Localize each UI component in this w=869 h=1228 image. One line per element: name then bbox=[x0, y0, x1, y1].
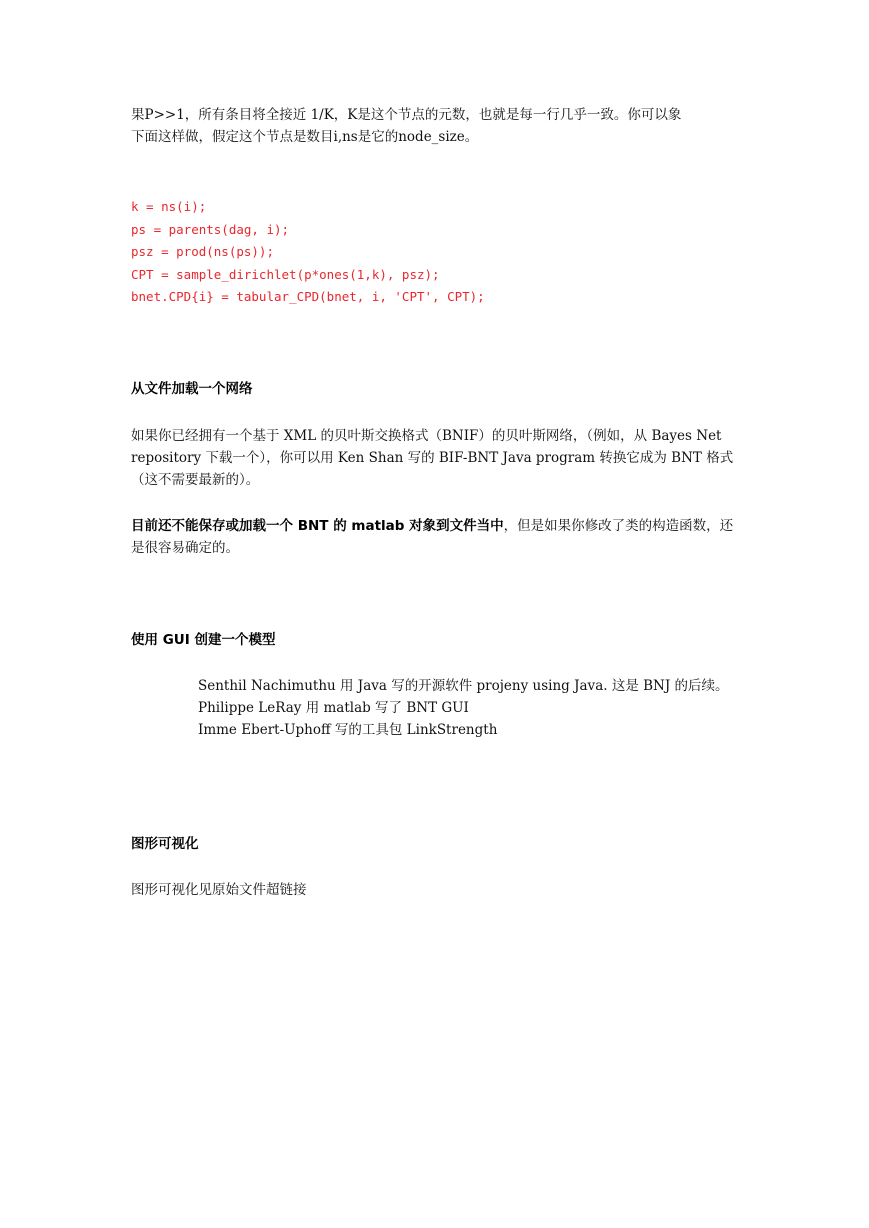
load-paragraph-1: 如果你已经拥有一个基于 XML 的贝叶斯交换格式（BNIF）的贝叶斯网络，（例如，从 Bayes Net repository 下载一个），你可以用 Ken Shan 写的 BIF-BNT Java program 转换它成为 BNT 格式（这不需要最新的）。 bbox=[131, 428, 734, 488]
code-line: CPT = sample_dirichlet(p*ones(1,k), psz); bbox=[131, 266, 440, 282]
code-line: bnet.CPD{i} = tabular_CPD(bnet, i, 'CPT', CPT); bbox=[131, 289, 485, 304]
intro-line-2: 下面这样做，假定这个节点是数目i,ns是它的node_size。 bbox=[131, 129, 479, 145]
gui-list bbox=[131, 675, 739, 741]
section-heading-visualization: 图形可视化 bbox=[131, 836, 199, 852]
code-block bbox=[131, 196, 739, 309]
intro-paragraph bbox=[131, 104, 739, 148]
load-paragraph-2-rest: ，但是如果你修改了类的构造函数，还是很容易确定的。 bbox=[131, 518, 734, 556]
code-line: k = ns(i); bbox=[131, 199, 207, 214]
load-paragraph-2 bbox=[131, 515, 739, 559]
gui-item-imme: Imme Ebert-Uphoff 写的工具包 LinkStrength bbox=[198, 722, 498, 738]
section-heading-load: 从文件加载一个网络 bbox=[131, 381, 253, 397]
section-heading-gui: 使用 GUI 创建一个模型 bbox=[131, 632, 276, 648]
code-line: ps = parents(dag, i); bbox=[131, 221, 290, 237]
visualization-paragraph: 图形可视化见原始文件超链接 bbox=[131, 882, 307, 898]
gui-item-senthil: Senthil Nachimuthu 用 Java 写的开源软件 projeny using Java. 这是 BNJ 的后续。 bbox=[198, 678, 729, 694]
code-line: psz = prod(ns(ps)); bbox=[131, 244, 274, 259]
load-paragraph-2-bold: 目前还不能保存或加载一个 BNT 的 matlab 对象到文件当中 bbox=[131, 518, 504, 534]
intro-line-1: 果P>>1，所有条目将全接近 1/K，K是这个节点的元数，也就是每一行几乎一致。你可以象 bbox=[131, 107, 682, 123]
gui-item-philippe: Philippe LeRay 用 matlab 写了 BNT GUI bbox=[198, 700, 469, 716]
